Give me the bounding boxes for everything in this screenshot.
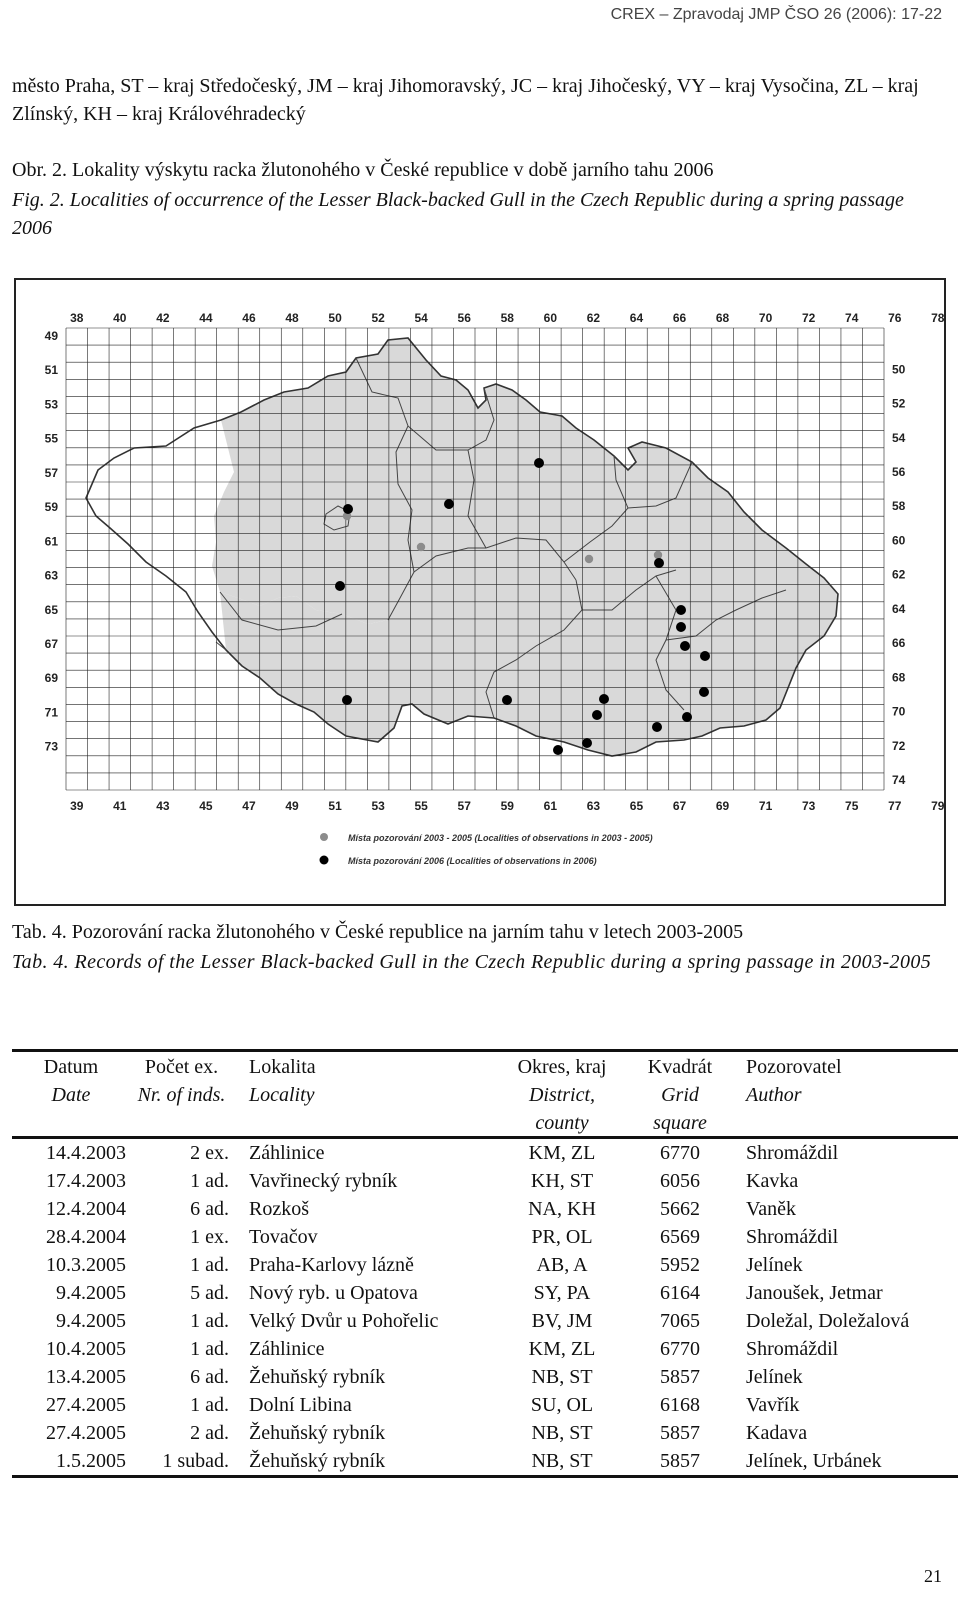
- header-locality-cz: Lokalita: [233, 1051, 498, 1081]
- legend-gray-dot: [320, 833, 328, 841]
- cell-district: KM, ZL: [528, 1142, 596, 1164]
- top-grid-label: 60: [543, 311, 558, 325]
- black-observation-dot: [343, 504, 353, 514]
- bottom-grid-label: 49: [285, 799, 299, 813]
- bottom-grid-label: 79: [931, 799, 944, 813]
- black-observation-dot: [599, 694, 609, 704]
- top-grid-label: 44: [199, 311, 213, 325]
- top-grid-label: 46: [242, 311, 256, 325]
- right-grid-label: 72: [892, 738, 906, 753]
- cell-grid: 6056: [660, 1170, 700, 1192]
- cell-district: AB, A: [536, 1254, 588, 1276]
- cell-count: 1 ad.: [190, 1254, 229, 1276]
- cell-date: 27.4.2005: [46, 1422, 126, 1444]
- black-observation-dot: [534, 458, 544, 468]
- right-grid-label: 74: [892, 773, 906, 787]
- cell-grid: 7065: [660, 1310, 700, 1332]
- cell-author: Shromáždil: [746, 1226, 839, 1248]
- cell-locality: Žehuňský rybník: [249, 1366, 386, 1388]
- left-grid-label: 55: [44, 431, 58, 446]
- black-observation-dot: [700, 651, 710, 661]
- top-grid-label: 74: [845, 311, 859, 325]
- top-grid-label: 58: [500, 311, 514, 325]
- right-grid-label: 64: [892, 601, 906, 616]
- cell-district: SY, PA: [533, 1282, 591, 1304]
- cell-date: 10.3.2005: [46, 1254, 126, 1276]
- records-table: [12, 1049, 958, 1478]
- bottom-grid-label: 53: [371, 799, 385, 813]
- cell-author: Shromáždil: [746, 1338, 839, 1360]
- header-square-en: square: [626, 1108, 734, 1138]
- cell-count: 1 ad.: [190, 1170, 229, 1192]
- cell-locality: Záhlinice: [249, 1338, 325, 1360]
- intro-paragraph: město Praha, ST – kraj Středočeský, JM – kraj Jihomoravský, JC – kraj Jihočeský, VY – kraj Vysočina, ZL – kraj Zlínský, KH – kraj Královéhradecký: [12, 75, 919, 125]
- top-grid-label: 38: [70, 311, 84, 325]
- top-grid-label: 42: [156, 311, 170, 325]
- black-observation-dot: [680, 641, 690, 651]
- left-grid-label: 67: [44, 637, 58, 651]
- cell-date: 9.4.2005: [56, 1282, 126, 1304]
- bottom-grid-label: 51: [328, 799, 342, 813]
- black-observation-dot: [342, 695, 352, 705]
- bottom-grid-label: 47: [242, 799, 256, 813]
- cell-author: Doležal, Doležalová: [746, 1310, 910, 1332]
- cell-count: 1 ad.: [190, 1310, 229, 1332]
- cell-date: 27.4.2005: [46, 1394, 126, 1416]
- cell-count: 1 ad.: [190, 1394, 229, 1416]
- cell-author: Jelínek: [746, 1254, 803, 1276]
- cell-date: 1.5.2005: [12, 1447, 130, 1477]
- top-grid-label: 66: [672, 311, 687, 325]
- cell-grid: 5662: [660, 1198, 700, 1220]
- left-grid-label: 73: [44, 739, 58, 754]
- cell-author: Janoušek, Jetmar: [746, 1282, 883, 1304]
- cell-count: 1 subad.: [130, 1447, 233, 1477]
- right-grid-label: 62: [892, 567, 906, 582]
- cell-author: Vavřík: [746, 1394, 800, 1416]
- header-count-en: Nr. of inds.: [137, 1084, 226, 1106]
- right-grid-label: 54: [892, 430, 906, 445]
- left-grid-label: 51: [44, 363, 58, 378]
- bottom-grid-label: 43: [156, 799, 170, 813]
- cell-locality: Nový ryb. u Opatova: [249, 1282, 418, 1304]
- bottom-grid-label: 69: [715, 799, 730, 813]
- right-grid-label: 56: [892, 465, 906, 479]
- cell-locality: Velký Dvůr u Pohořelic: [249, 1310, 439, 1332]
- left-grid-label: 59: [44, 500, 58, 515]
- cell-district: BV, JM: [531, 1310, 593, 1332]
- header-locality-en: Locality: [249, 1084, 315, 1106]
- bottom-grid-label: 73: [801, 799, 816, 813]
- running-header: CREX – Zpravodaj JMP ČSO 26 (2006): 17-22: [610, 6, 942, 23]
- cell-grid: 5857: [626, 1447, 734, 1477]
- cell-count: 2 ex.: [190, 1142, 229, 1164]
- cell-grid: 5857: [660, 1422, 700, 1444]
- top-grid-label: 70: [758, 311, 773, 325]
- header-author-en: Author: [746, 1084, 802, 1106]
- bottom-grid-label: 59: [500, 799, 514, 813]
- map-canvas: [16, 280, 944, 904]
- table-row: [12, 1195, 958, 1223]
- bottom-grid-label: 65: [629, 799, 644, 813]
- cell-locality: Rozkoš: [249, 1198, 309, 1220]
- cell-district: NA, KH: [528, 1198, 596, 1220]
- cell-date: 28.4.2004: [46, 1226, 126, 1248]
- top-grid-label: 76: [888, 311, 902, 325]
- cell-date: 14.4.2003: [46, 1142, 126, 1164]
- cell-district: NB, ST: [531, 1366, 593, 1388]
- right-grid-label: 70: [892, 704, 906, 719]
- table-row: [12, 1167, 958, 1195]
- bottom-grid-label: 77: [888, 799, 902, 813]
- cell-locality: Dolní Libina: [249, 1394, 352, 1416]
- table-row: [12, 1391, 958, 1419]
- cell-district: SU, OL: [530, 1394, 594, 1416]
- cell-date: 9.4.2005: [56, 1310, 126, 1332]
- table-header-row-en2: [12, 1108, 958, 1138]
- bottom-grid-label: 41: [113, 799, 127, 813]
- cell-district: KH, ST: [530, 1170, 594, 1192]
- right-grid-label: 52: [892, 396, 906, 411]
- black-observation-dot: [553, 745, 563, 755]
- table-row: [12, 1279, 958, 1307]
- bottom-grid-label: 57: [457, 799, 471, 813]
- header-count-en2: [130, 1108, 233, 1138]
- black-observation-dot: [676, 605, 686, 615]
- right-grid-label: 58: [892, 499, 906, 514]
- cell-locality: Vavřinecký rybník: [249, 1170, 398, 1192]
- top-grid-label: 68: [715, 311, 730, 325]
- top-grid-label: 72: [801, 311, 816, 325]
- top-grid-label: 50: [328, 311, 342, 325]
- bottom-grid-label: 39: [70, 799, 84, 813]
- cell-author: Jelínek: [746, 1366, 803, 1388]
- top-grid-label: 40: [113, 311, 127, 325]
- top-grid-label: 64: [629, 311, 644, 325]
- bottom-grid-label: 61: [543, 799, 558, 813]
- bottom-grid-label: 67: [672, 799, 687, 813]
- right-grid-label: 68: [892, 670, 906, 685]
- left-grid-label: 65: [44, 602, 58, 617]
- black-observation-dot: [592, 710, 602, 720]
- distribution-map: [14, 278, 946, 906]
- figure-caption-en: Fig. 2. Localities of occurrence of the Lesser Black-backed Gull in the Czech Republic during a spring passage 2006: [12, 189, 904, 239]
- black-observation-dot: [652, 722, 662, 732]
- header-date-cz: Datum: [12, 1051, 130, 1081]
- cell-grid: 6168: [660, 1394, 700, 1416]
- bottom-grid-label: 55: [414, 799, 428, 813]
- table-row: [12, 1307, 958, 1335]
- cell-locality: Žehuňský rybník: [233, 1447, 498, 1477]
- right-grid-label: 50: [892, 362, 906, 377]
- header-grid-cz: Kvadrát: [626, 1051, 734, 1081]
- table-caption-cz: Tab. 4. Pozorování racka žlutonohého v České republice na jarním tahu v letech 2003-2005: [12, 921, 744, 943]
- header-district-en: District,: [528, 1084, 596, 1106]
- cell-grid: 6569: [660, 1226, 700, 1248]
- page-number: 21: [924, 1566, 942, 1586]
- header-grid-en: Grid: [661, 1084, 699, 1106]
- gray-observation-dot: [585, 555, 593, 563]
- cell-author: Kadava: [746, 1422, 808, 1444]
- top-grid-label: 48: [285, 311, 299, 325]
- header-county-en: county: [498, 1108, 626, 1138]
- left-grid-label: 63: [44, 568, 58, 583]
- table-row: [12, 1335, 958, 1363]
- cell-count: 6 ad.: [190, 1198, 229, 1220]
- cell-author: Shromáždil: [746, 1142, 839, 1164]
- legend-black-dot: [320, 856, 329, 865]
- black-observation-dot: [444, 499, 454, 509]
- header-author-cz: Pozorovatel: [734, 1051, 958, 1081]
- cell-grid: 6164: [660, 1282, 700, 1304]
- gray-observation-dot: [654, 551, 662, 559]
- black-observation-dot: [676, 622, 686, 632]
- cell-grid: 6770: [660, 1338, 700, 1360]
- bottom-grid-label: 71: [758, 799, 773, 813]
- header-author-en2: [734, 1108, 958, 1138]
- top-grid-label: 52: [371, 311, 385, 325]
- cell-date: 13.4.2005: [46, 1366, 126, 1388]
- cell-author: Jelínek, Urbánek: [734, 1447, 958, 1477]
- cell-count: 2 ad.: [190, 1422, 229, 1444]
- map-legend: [320, 833, 653, 866]
- bottom-grid-label: 63: [586, 799, 601, 813]
- black-observation-dot: [654, 558, 664, 568]
- cell-count: 6 ad.: [190, 1366, 229, 1388]
- black-observation-dot: [699, 687, 709, 697]
- cell-locality: Žehuňský rybník: [249, 1422, 386, 1444]
- cell-locality: Záhlinice: [249, 1142, 325, 1164]
- left-grid-label: 53: [44, 397, 58, 412]
- bottom-grid-label: 45: [199, 799, 213, 813]
- header-locality-en2: [233, 1108, 498, 1138]
- cell-count: 1 ad.: [190, 1338, 229, 1360]
- legend-black-label: Místa pozorování 2006 (Localities of observations in 2006): [348, 856, 597, 866]
- black-observation-dot: [682, 712, 692, 722]
- header-date-en2: [12, 1108, 130, 1138]
- cell-grid: 5952: [660, 1254, 700, 1276]
- top-grid-label: 54: [414, 311, 428, 325]
- right-grid-label: 60: [892, 533, 906, 548]
- left-grid-label: 61: [44, 534, 58, 549]
- top-grid-label: 78: [931, 311, 944, 325]
- black-observation-dot: [335, 581, 345, 591]
- cell-date: 17.4.2003: [46, 1170, 126, 1192]
- cell-district: KM, ZL: [528, 1338, 596, 1360]
- cell-district: PR, OL: [531, 1226, 593, 1248]
- table-row: [12, 1138, 958, 1168]
- cell-date: 12.4.2004: [46, 1198, 126, 1220]
- header-count-cz: Počet ex.: [130, 1051, 233, 1081]
- legend-gray-label: Místa pozorování 2003 - 2005 (Localities of observations in 2003 - 2005): [348, 833, 653, 843]
- header-date-en: Date: [51, 1084, 91, 1106]
- table-header-row-en: [12, 1080, 958, 1108]
- left-grid-label: 71: [44, 705, 58, 720]
- cell-grid: 5857: [660, 1366, 700, 1388]
- cell-date: 10.4.2005: [46, 1338, 126, 1360]
- figure-caption-cz: Obr. 2. Lokality výskytu racka žlutonohého v České republice v době jarního tahu 2006: [12, 159, 714, 181]
- left-grid-label: 69: [44, 671, 58, 686]
- table-row: [12, 1363, 958, 1391]
- table-row: [12, 1223, 958, 1251]
- table-row: [12, 1251, 958, 1279]
- header-district-cz: Okres, kraj: [498, 1051, 626, 1081]
- cell-count: 1 ex.: [190, 1226, 229, 1248]
- cell-grid: 6770: [660, 1142, 700, 1164]
- table-caption-en: Tab. 4. Records of the Lesser Black-backed Gull in the Czech Republic during a spring passage in 2003-2005: [12, 951, 932, 973]
- cell-district: NB, ST: [531, 1422, 593, 1444]
- table-row: [12, 1447, 958, 1477]
- left-grid-label: 49: [44, 329, 58, 343]
- table-row: [12, 1419, 958, 1447]
- gray-observation-dot: [417, 543, 425, 551]
- top-grid-label: 62: [586, 311, 601, 325]
- cell-locality: Tovačov: [249, 1226, 318, 1248]
- cell-author: Kavka: [746, 1170, 799, 1192]
- cell-author: Vaněk: [746, 1198, 796, 1220]
- black-observation-dot: [502, 695, 512, 705]
- cell-locality: Praha-Karlovy lázně: [249, 1254, 414, 1276]
- right-grid-label: 66: [892, 636, 906, 651]
- cell-district: NB, ST: [498, 1447, 626, 1477]
- bottom-grid-label: 75: [845, 799, 859, 813]
- table-header-row-cz: [12, 1051, 958, 1081]
- black-observation-dot: [582, 738, 592, 748]
- left-grid-label: 57: [44, 465, 58, 480]
- cell-count: 5 ad.: [190, 1282, 229, 1304]
- top-grid-label: 56: [457, 311, 471, 325]
- shaded-regions: [212, 338, 838, 756]
